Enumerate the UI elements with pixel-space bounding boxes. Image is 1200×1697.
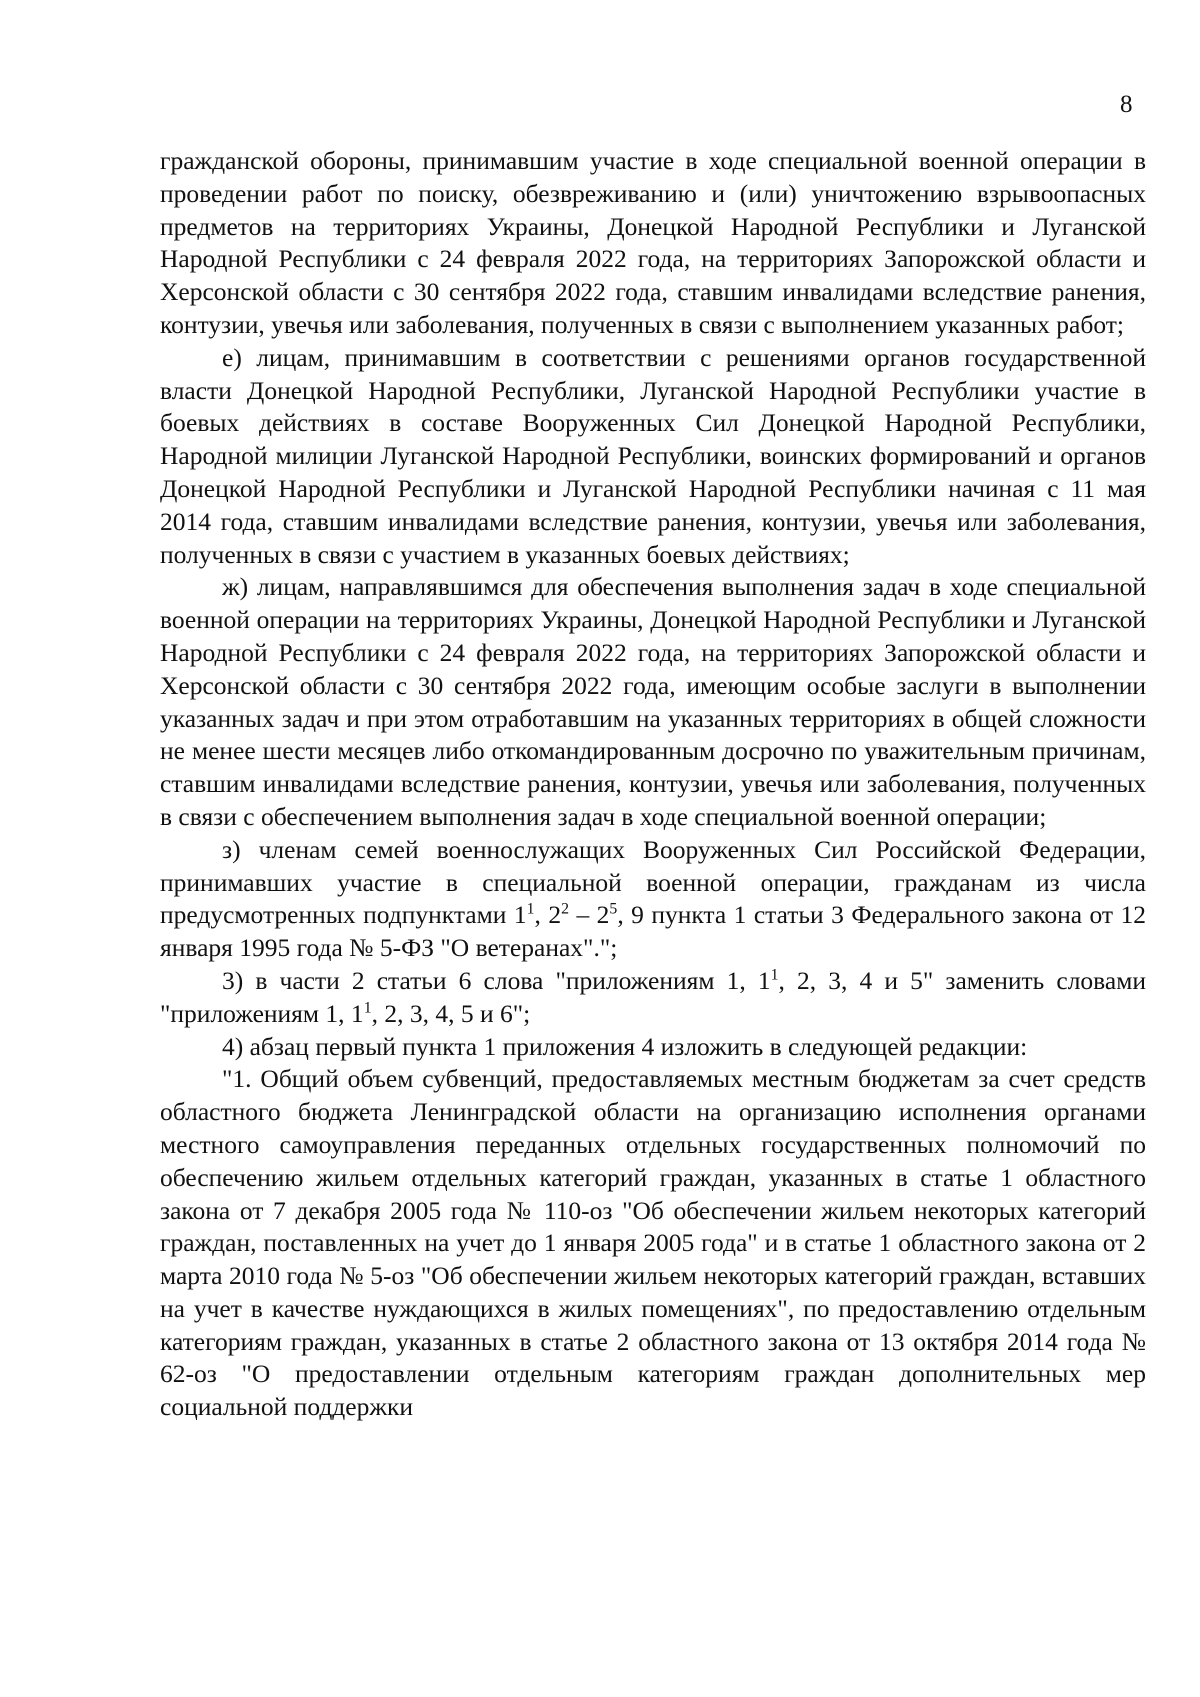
superscript: 5 <box>609 900 618 918</box>
superscript: 1 <box>363 999 372 1017</box>
text-segment: 3) в части 2 статьи 6 слова "приложениям 1, 1 <box>222 965 771 995</box>
text-segment: , 2, 3, 4 и 5" заменить словами "приложениям 1, 1 <box>160 965 1146 1028</box>
paragraph-item-z <box>160 834 1146 965</box>
page-number: 8 <box>1120 91 1133 118</box>
paragraph-quote-1: "1. Общий объем субвенций, предоставляемых местным бюджетам за счет средств областного бюджета Ленинградской области на организацию исполнения органами местного самоуправления переданных отдельных государственных полномочий по обеспечению жильем отдельных категорий граждан, указанных в статье 1 областного закона от 7 декабря 2005 года № 110-оз "Об обеспечении жильем некоторых категорий граждан, поставленных на учет до 1 января 2005 года" и в статье 1 областного закона от 2 марта 2010 года № 5-оз "Об обеспечении жильем некоторых категорий граждан, вставших на учет в качестве нуждающихся в жилых помещениях", по предоставлению отдельным категориям граждан, указанных в статье 2 областного закона от 13 октября 2014 года № 62-оз "О предоставлении отдельным категориям граждан дополнительных мер социальной поддержки <box>160 1064 1146 1422</box>
paragraph-continuation: гражданской обороны, принимавшим участие в ходе специальной военной операции в проведении работ по поиску, обезвреживанию и (или) уничтожению взрывоопасных предметов на территориях Украины, Донецкой Народной Республики и Луганской Народной Республики с 24 февраля 2022 года, на территориях Запорожской области и Херсонской области с 30 сентября 2022 года, ставшим инвалидами вследствие ранения, контузии, увечья или заболевания, полученных в связи с выполнением указанных работ; <box>160 146 1146 339</box>
text-segment: , 9 пункта 1 статьи 3 Федерального закона от 12 января 1995 года № 5-ФЗ "О ветеранах"."; <box>160 900 1147 963</box>
text-segment: , 2, 3, 4, 5 и 6"; <box>371 998 531 1028</box>
superscript: 1 <box>770 966 779 984</box>
text-segment: – 2 <box>569 900 610 930</box>
paragraph-item-4: 4) абзац первый пункта 1 приложения 4 изложить в следующей редакции: <box>222 1031 1028 1061</box>
text-segment: , 2 <box>534 900 562 930</box>
superscript: 2 <box>561 900 569 918</box>
text-segment: з) членам семей военнослужащих Вооруженных Сил Российской Федерации, принимавших участие в специальной военной операции, гражданам из числа предусмотренных подпунктами 1 <box>160 834 1146 930</box>
paragraph-item-3 <box>160 965 1146 1031</box>
paragraph-item-zh: ж) лицам, направлявшимся для обеспечения выполнения задач в ходе специальной военной операции на территориях Украины, Донецкой Народной Республики и Луганской Народной Республики с 24 февраля 2022 года, на территориях Запорожской области и Херсонской области с 30 сентября 2022 года, имеющим особые заслуги в выполнении указанных задач и при этом отработавшим на указанных территориях в общей сложности не менее шести месяцев либо откомандированным досрочно по уважительным причинам, ставшим инвалидами вследствие ранения, контузии, увечья или заболевания, полученных в связи с обеспечением выполнения задач в ходе специальной военной операции; <box>160 572 1146 831</box>
superscript: 1 <box>526 900 535 918</box>
document-body <box>160 145 1146 1424</box>
paragraph-item-e: е) лицам, принимавшим в соответствии с решениями органов государственной власти Донецкой Народной Республики, Луганской Народной Республики участие в боевых действиях в составе Вооруженных Сил Донецкой Народной Республики, Народной милиции Луганской Народной Республики, воинских формирований и органов Донецкой Народной Республики и Луганской Народной Республики начиная с 11 мая 2014 года, ставшим инвалидами вследствие ранения, контузии, увечья или заболевания, полученных в связи с участием в указанных боевых действиях; <box>160 342 1146 569</box>
